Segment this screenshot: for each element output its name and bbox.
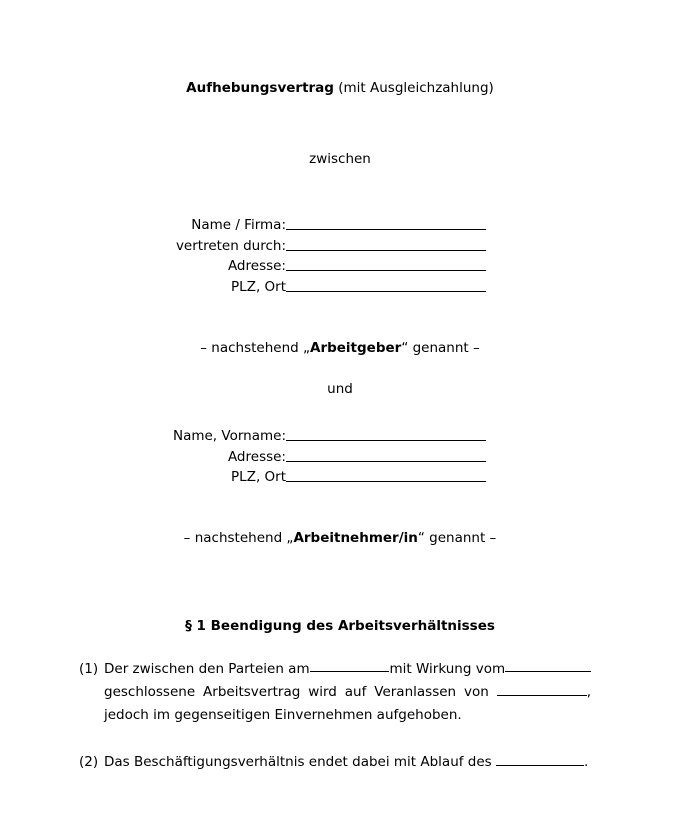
text-segment: wird [308,684,337,700]
field-label: PLZ, Ort [231,469,286,485]
paragraph-line [104,681,591,704]
field-label: Adresse: [227,449,286,465]
text-segment: , [586,684,591,700]
document-title [0,80,680,96]
paragraph-2 [79,751,599,775]
employee-role-note [0,530,680,546]
text-segment: mit Wirkung vom [389,661,506,677]
text-segment: Das Beschäftigungsverhältnis endet dabei mit Ablauf des [104,754,492,770]
paragraph-body [104,751,591,774]
employee-name-field[interactable] [0,426,680,446]
fill-in-line[interactable] [286,229,486,230]
field-label: Adresse: [227,258,286,274]
text-segment: geschlossene [104,684,196,700]
text-segment: auf [344,684,367,700]
field-label: Name, Vorname: [172,428,286,444]
text-segment: Arbeitsvertrag [203,684,301,700]
title-bold: Aufhebungsvertrag [186,80,334,96]
text-segment: Der zwischen den Parteien am [104,661,310,677]
employer-address-field[interactable] [0,256,680,276]
fill-in-line[interactable] [286,440,486,441]
fill-in-line[interactable] [286,461,486,462]
paragraph-line [104,704,591,727]
text-segment: . [584,754,589,770]
role-suffix: “ genannt – [401,340,480,356]
paragraph-body [104,658,591,727]
field-label: Name / Firma: [191,217,286,233]
end-date-blank[interactable] [496,752,584,766]
effective-date-blank[interactable] [505,658,591,672]
employer-representative-field[interactable] [0,236,680,256]
role-name: Arbeitgeber [310,340,402,356]
between-text: zwischen [309,151,371,167]
fill-in-line[interactable] [286,270,486,271]
role-suffix: “ genannt – [417,530,497,546]
employer-role-note [0,340,680,356]
employer-name-field[interactable] [0,215,680,235]
paragraph-number: (1) [79,661,99,677]
employer-city-field[interactable] [0,277,680,297]
paragraph-1 [79,658,599,730]
and-text: und [327,381,353,397]
fill-in-line[interactable] [286,481,486,482]
role-name: Arbeitnehmer/in [293,530,418,546]
fill-in-line[interactable] [286,250,486,251]
title-rest: (mit Ausgleichzahlung) [333,80,494,96]
employee-address-field[interactable] [0,447,680,467]
field-label: PLZ, Ort [231,279,286,295]
role-prefix: – nachstehend „ [183,530,294,546]
paragraph-line [104,658,591,681]
employee-city-field[interactable] [0,467,680,487]
section-heading: § 1 Beendigung des Arbeitsverhältnisses [185,618,495,634]
text-segment: jedoch im gegenseitigen Einvernehmen aufgehoben. [104,707,462,723]
role-prefix: – nachstehend „ [200,340,310,356]
date-blank[interactable] [310,658,390,672]
fill-in-line[interactable] [286,291,486,292]
text-segment: Veranlassen [374,684,457,700]
initiator-blank[interactable] [497,682,587,696]
paragraph-number: (2) [79,754,99,770]
text-segment: von [463,684,489,700]
field-label: vertreten durch: [175,238,286,254]
